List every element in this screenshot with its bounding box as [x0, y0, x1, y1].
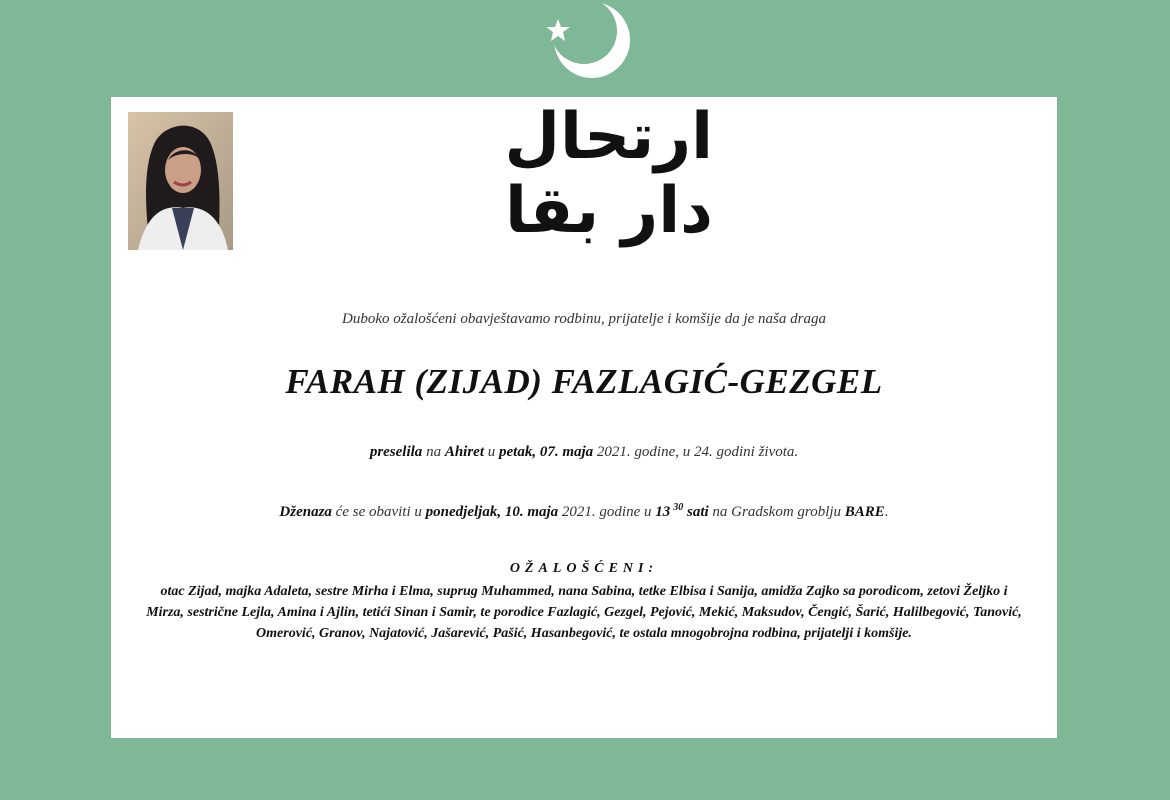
intro-text: Duboko ožalošćeni obavještavamo rodbinu, prijatelje i komšije da je naša draga	[342, 311, 826, 327]
deceased-name: FARAH (ZIJAD) FAZLAGIĆ-GEZGEL	[285, 362, 883, 401]
death-place: Ahiret	[444, 444, 484, 460]
death-date: petak, 07. maja	[499, 444, 594, 460]
funeral-text-1: će se obaviti u	[335, 504, 422, 520]
funeral-label: Dženaza	[279, 504, 332, 520]
death-na: na	[426, 444, 442, 460]
funeral-date: ponedjeljak, 10. maja	[425, 504, 559, 520]
death-verb: preselila	[369, 444, 423, 460]
portrait-photo	[128, 112, 233, 250]
funeral-notice	[111, 502, 1057, 521]
funeral-end: .	[884, 504, 889, 520]
mourners-heading: OŽALOŠĆENI:	[509, 561, 659, 576]
funeral-text-2: 2021. godine u	[561, 504, 652, 520]
funeral-minutes: 30	[673, 502, 684, 513]
funeral-hour: 13	[655, 504, 671, 520]
funeral-text-3: na Gradskom groblju	[712, 504, 842, 520]
funeral-sati: sati	[686, 504, 709, 520]
crescent-star-icon	[538, 0, 638, 90]
funeral-place: BARE	[844, 504, 885, 520]
death-notice	[111, 444, 1057, 461]
arabic-calligraphy: ارتحال دار بقا	[504, 100, 713, 248]
mourners-list: otac Zijad, majka Adaleta, sestre Mirha i Elma, suprug Muhammed, nana Sabina, tetke Elbisa i Sanija, amidža Zajko sa porodicom, zetovi Željko i Mirza, sestrične Lejla, Amina i Ajlin, tetići Sinan i Samir, te porodice Fazlagić, Gezgel, Pejović, Mekić, Maksudov, Čengić, Šarić, Halilbegović, Tanović, Omerović, Granov, Najatović, Jašarević, Pašić, Hasanbegović, te ostala mnogobrojna rodbina, prijatelji i komšije.	[146, 584, 1022, 641]
obituary-card	[111, 97, 1057, 738]
death-rest: 2021. godine, u 24. godini života.	[596, 444, 799, 460]
death-u: u	[487, 444, 496, 460]
